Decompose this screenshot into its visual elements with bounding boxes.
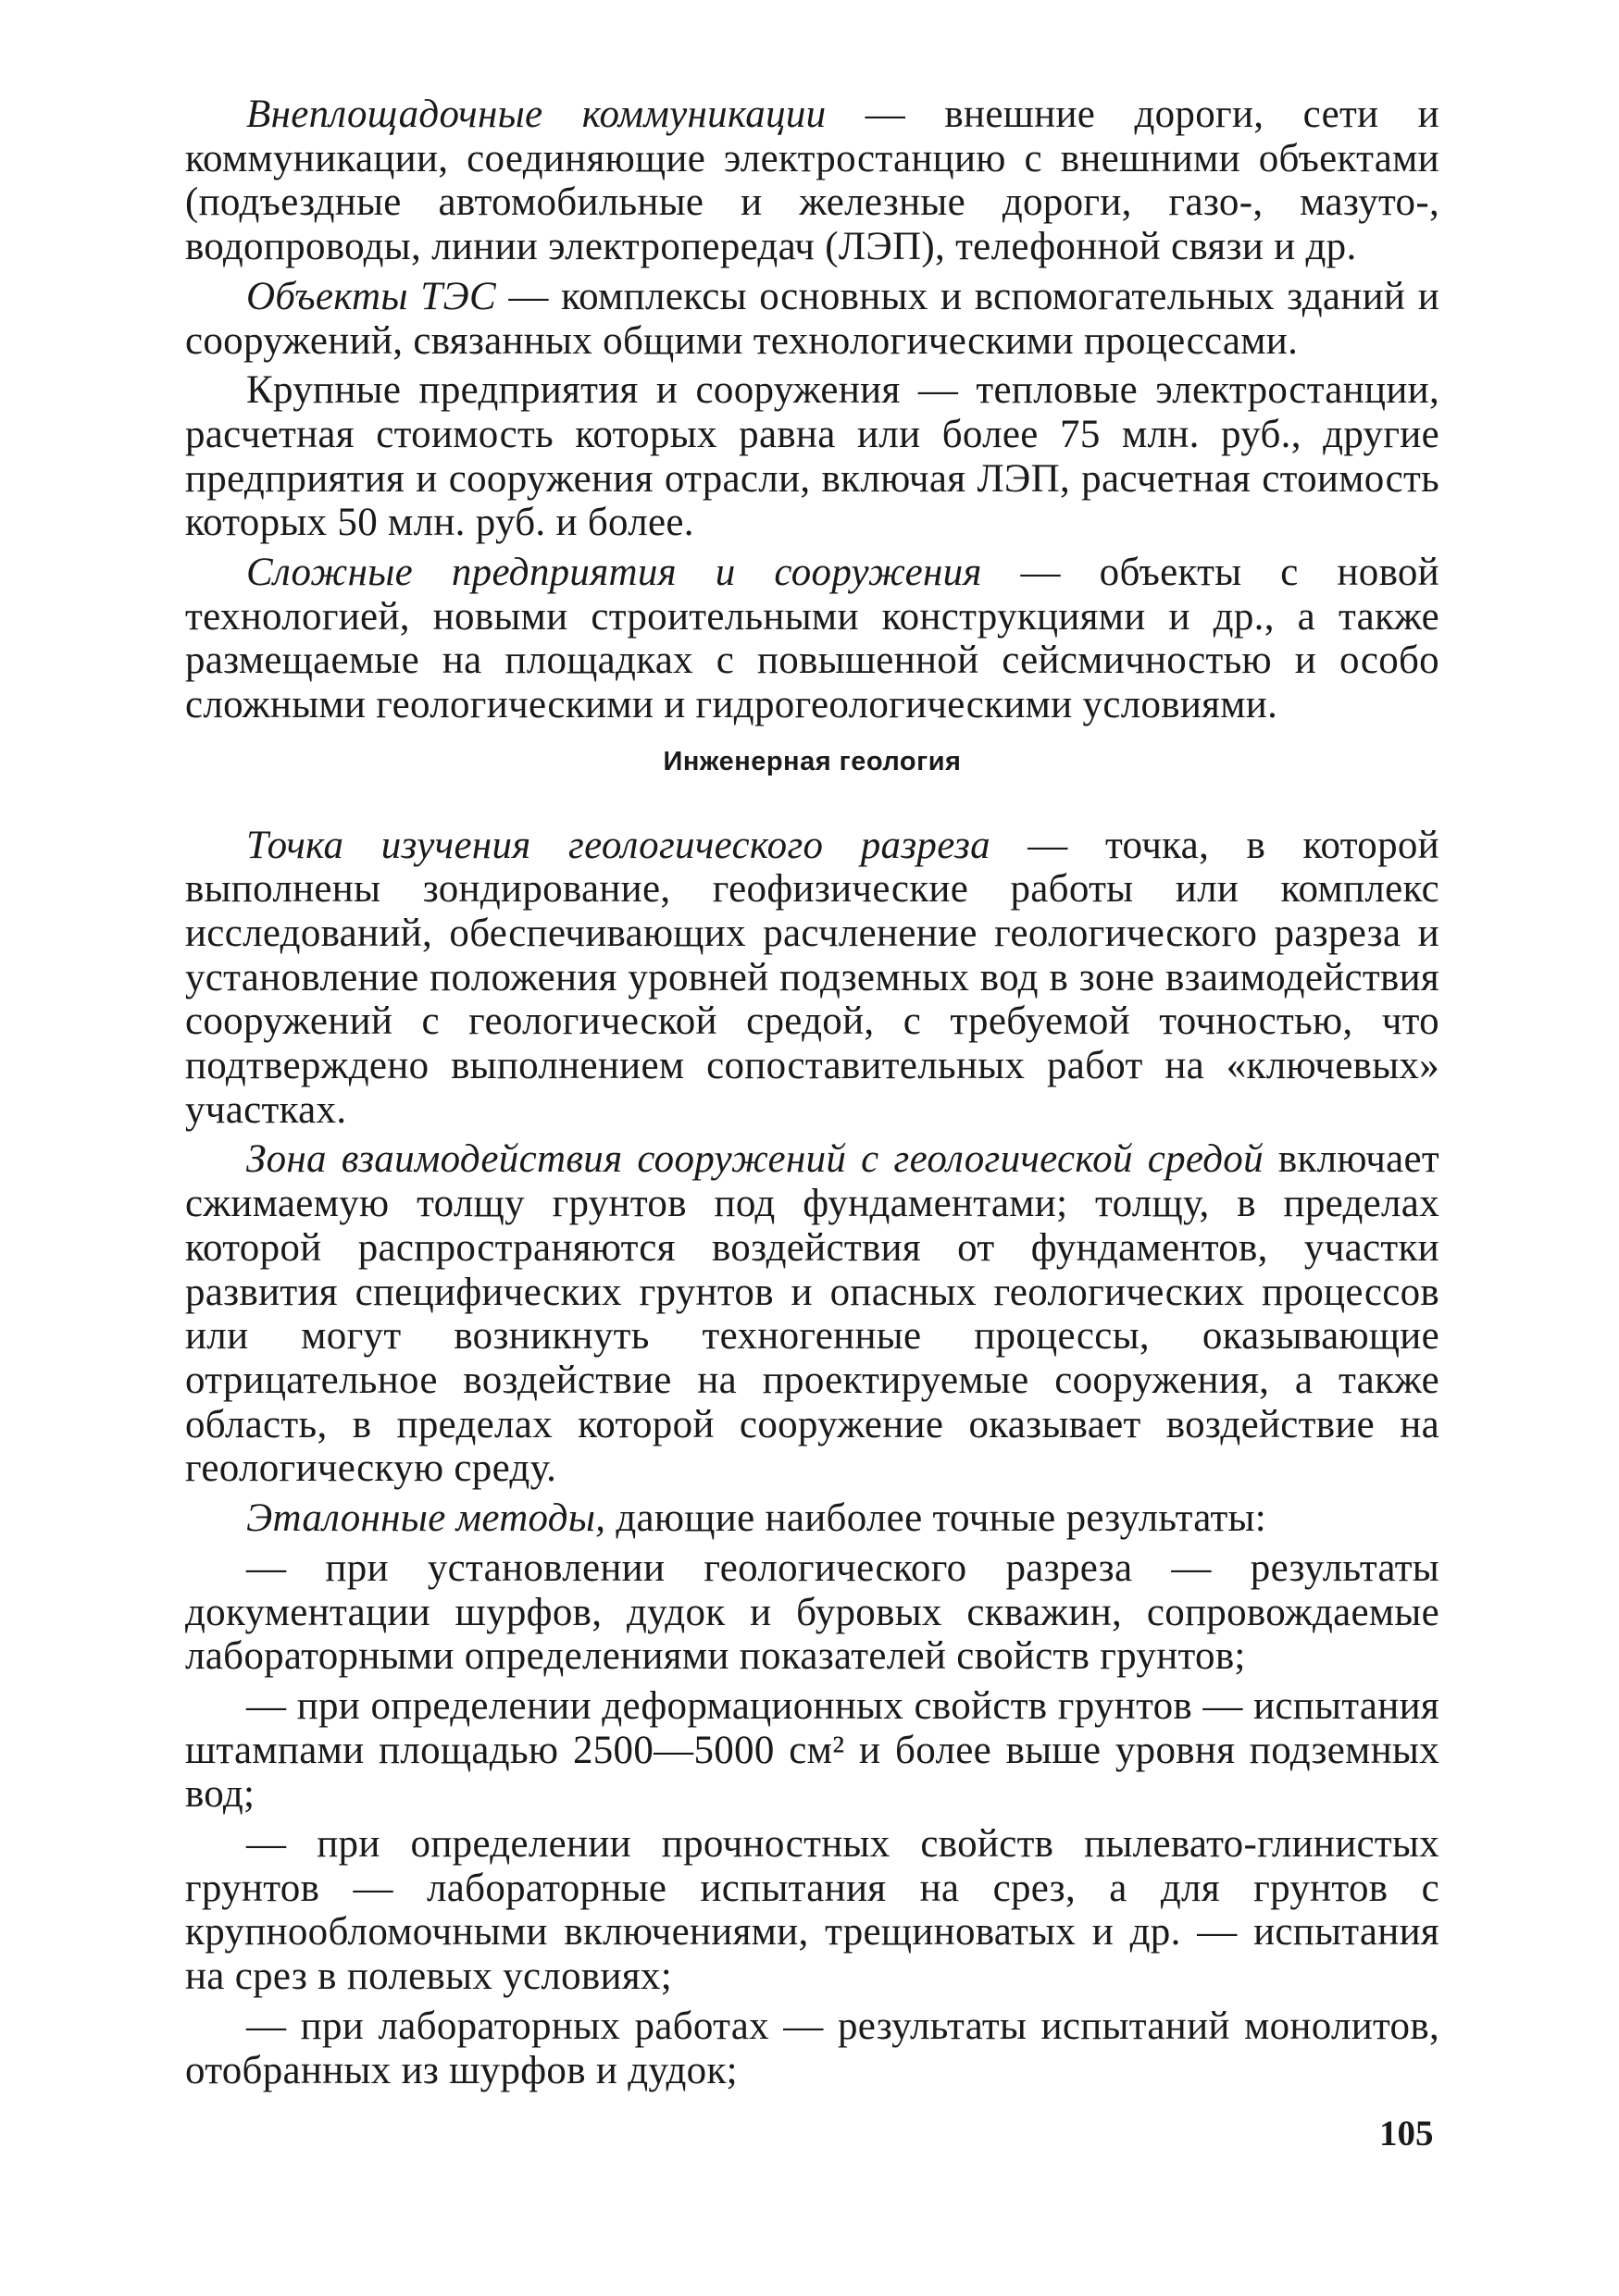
paragraph-study-point (185, 824, 1439, 1133)
page-body (185, 93, 1439, 2098)
term: Объекты ТЭС (246, 274, 496, 318)
paragraph-offsite-communications (185, 93, 1439, 269)
list-item-strength-properties (185, 1822, 1439, 1999)
term: Сложные предприятия и сооружения (246, 551, 982, 595)
definition: включает сжимаемую толщу грунтов под фундаментами; толщу, в пределах которой распространяются воздействия от фундаментов, участки развития специфических грунтов и опасных геологических процессов или могут возникнуть техногенные процессы, оказывающие отрицательное воздействие на проектируемые сооружения, а также область, в пределах которой сооружение оказывает воздействие на геологическую среду. (185, 1137, 1439, 1491)
paragraph-tps-objects (185, 275, 1439, 363)
definition: — комплексы основных и вспомогательных зданий и сооружений, связанных общими технологическими процессами. (185, 274, 1439, 363)
term: Точка изучения геологического разреза (246, 823, 990, 867)
list-item-text: — при определении прочностных свойств пылевато-глинистых грунтов — лабораторные испытания на срез, а для грунтов с крупнообломочными включениями, трещиноватых и др. — испытания на срез в полевых условиях; (185, 1822, 1439, 1999)
term: Внеплощадочные коммуникации (246, 93, 827, 136)
paragraph-reference-methods (185, 1496, 1439, 1541)
term: Эталонные методы, (246, 1496, 606, 1541)
paragraph-large-enterprises (185, 368, 1439, 545)
section-heading: Инженерная геология (663, 746, 962, 776)
definition: Крупные предприятия и сооружения — тепловые электростанции, расчетная стоимость которых равна или более 75 млн. руб., другие предприятия и сооружения отрасли, включая ЛЭП, расчетная стоимость которых 50 млн. руб. и более. (185, 368, 1439, 545)
definition: — точка, в которой выполнены зондирование, геофизические работы или комплекс исследований, обеспечивающих расчленение геологического разреза и установление положения уровней подземных вод в зоне взаимодействия сооружений с геологической средой, с требуемой точностью, что подтверждено выполнением сопоставительных работ на «ключевых» участках. (185, 823, 1439, 1132)
list-item-deformation-properties (185, 1684, 1439, 1817)
definition: — объекты с новой технологией, новыми строительными конструкциями и др., а также размещаемые на площадках с повышенной сейсмичностью и особо сложными геологическими и гидрогеологическими условиями. (185, 551, 1439, 727)
definition: — внешние дороги, сети и коммуникации, соединяющие электростанцию с внешними объектами (подъездные автомобильные и железные дороги, газо-, мазуто-, водопроводы, линии электропередач (ЛЭП), телефонной связи и др. (185, 93, 1439, 269)
paragraph-complex-enterprises (185, 551, 1439, 727)
page-number: 105 (1379, 2114, 1434, 2153)
list-item-geological-section (185, 1546, 1439, 1679)
definition: дающие наиболее точные результаты: (605, 1496, 1267, 1541)
list-item-laboratory-work (185, 2004, 1439, 2092)
list-item-text: — при лабораторных работах — результаты испытаний монолитов, отобранных из шурфов и дудок; (185, 2004, 1439, 2092)
paragraph-interaction-zone (185, 1137, 1439, 1491)
term: Зона взаимодействия сооружений с геологической средой (246, 1137, 1264, 1182)
list-item-text: — при установлении геологического разреза — результаты документации шурфов, дудок и буровых скважин, сопровождаемые лабораторными определениями показателей свойств грунтов; (185, 1545, 1439, 1679)
list-item-text: — при определении деформационных свойств грунтов — испытания штампами площадью 2500—5000 см² и более выше уровня подземных вод; (185, 1683, 1439, 1817)
